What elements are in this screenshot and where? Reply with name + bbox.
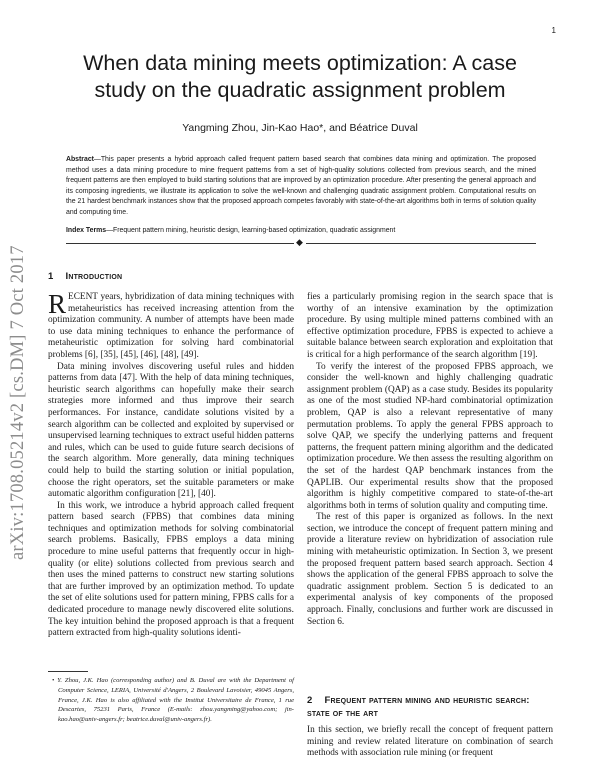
abstract-label: Abstract	[66, 156, 94, 163]
left-column	[48, 289, 294, 640]
index-terms-text: —Frequent pattern mining, heuristic design, learning-based optimization, quadratic assignment	[106, 227, 396, 234]
intro-paragraph-3-continued: fies a particularly promising region in the search space that is worthy of an intensive examination by the optimization procedure. By using multiple mined patterns combined with an effective optimization procedure, FPBS is expected to achieve a suitable balance between search exploration and exploitation that is critical for a high performance of the search algorithm [19].	[307, 292, 553, 360]
header-divider-left	[66, 243, 294, 244]
section-heading-introduction	[48, 271, 122, 282]
section-number: 2	[307, 695, 313, 706]
index-terms	[66, 226, 536, 236]
intro-paragraph-4: To verify the interest of the proposed FPBS approach, we consider the well-known and highly challenging quadratic assignment problem (QAP) as a case study. Besides its popularity as one of the most studied NP-hard combinatorial optimization problem, QAP is also a relevant representative of many permutation problems. To apply the general FPBS approach to solve QAP, we specify the underlying patterns and frequent patterns, the frequent pattern mining algorithm and the dedicated optimization procedure. We then assess the resulting algorithm on the set of the hardest QAP benchmark instances from the QAPLIB. Our experimental results show that the proposed algorithm is highly competitive compared to state-of-the-art algorithms both in terms of solution quality and computing time.	[307, 361, 553, 511]
header-divider-right	[306, 243, 536, 244]
page-number: 1	[551, 26, 556, 35]
section-title: Introduction	[65, 271, 123, 282]
author-affiliation-footnote: • Y. Zhou, J.K. Hao (corresponding author) and B. Duval are with the Department of Computer Science, LERIA, Université d'Angers, 2 Boulevard Lavoisier, 49045 Angers, France, J.K. Hao is also affiliated with the Institut Universitaire de France, 1 rue Descartes, 75231 Paris, France (E-mails: zhou.yangming@yahoo.com; jin-kao.hao@univ-angers.fr; beatrice.duval@univ-angers.fr).	[52, 677, 294, 724]
paper-title: When data mining meets optimization: A case study on the quadratic assignment problem	[83, 51, 517, 102]
divider-diamond-icon: ◆	[296, 238, 303, 248]
paragraph-text: ECENT years, hybridization of data mining techniques with metaheuristics has received increasing attention from the optimization community. A number of attempts have been made to use data mining techniques to enhance the performance of metaheuristic optimization for solving hard combinatorial problems [6], [35], [45], [46], [48], [49].	[48, 292, 294, 360]
index-terms-label: Index Terms	[66, 227, 107, 234]
dropcap-letter: R	[48, 289, 67, 319]
section-title: Frequent pattern mining and heuristic search: state of the art	[307, 695, 530, 719]
right-column	[307, 292, 553, 628]
abstract-text: —This paper presents a hybrid approach called frequent pattern based search that combines data mining and optimization. The proposed method uses a data mining procedure to mine frequent patterns from a set of high-quality solutions collected from previous search, and the mined frequent patterns are then employed to build starting solutions that are improved by an optimization procedure. After presenting the general approach and its composing ingredients, we illustrate its application to solve the well-known and challenging quadratic assignment problem. Computational results on the 21 hardest benchmark instances show that the proposed approach competes favorably with state-of-the-art algorithms both in terms of solution quality and computing time.	[66, 156, 536, 216]
section-heading-state-of-the-art	[307, 694, 553, 720]
author-list: Yangming Zhou, Jin-Kao Hao*, and Béatrice Duval	[182, 122, 418, 134]
section-number: 1	[48, 271, 54, 282]
abstract	[66, 155, 536, 219]
footnote-rule	[48, 671, 88, 672]
intro-paragraph-2: Data mining involves discovering useful rules and hidden patterns from data [47]. With the help of data mining techniques, heuristic search algorithms can hopefully make their search strategies more informed and thus improve their search performances. For instance, candidate solutions visited by a search algorithm can be collected and exploited by supervised or unsupervised learning techniques to extract useful hidden patterns and rules, which can be used to guide future search decisions of the search algorithm. More generally, data mining techniques could help to build the starting solution or initial population, choose the right operators, set the suitable parameters or make automatic algorithm configuration [21], [40].	[48, 361, 294, 500]
arxiv-identifier[interactable]: arXiv:1708.05214v2 [cs.DM] 7 Oct 2017	[8, 245, 28, 560]
section-2-paragraph-1: In this section, we briefly recall the concept of frequent pattern mining and review related literature on combination of search methods with association rule mining (or frequent	[307, 725, 553, 759]
intro-paragraph-5: The rest of this paper is organized as follows. In the next section, we introduce the concept of frequent pattern mining and provide a literature review on hybridization of association rule mining with metaheuristic optimization. In Section 3, we present the proposed frequent pattern based search approach. Section 4 shows the application of the general FPBS approach to solve the quadratic assignment problem. Section 5 is dedicated to an experimental analysis of key components of the proposed approach. Finally, conclusions and further work are discussed in Section 6.	[307, 512, 553, 627]
section-2-column	[307, 725, 553, 760]
intro-paragraph-3: In this work, we introduce a hybrid approach called frequent pattern based search (FPBS) that combines data mining techniques and optimization methods for solving combinatorial search problems. Basically, FPBS employs a data mining procedure to mine useful patterns that frequently occur in high-quality (or elite) solutions collected from previous search and then uses the mined patterns to construct new starting solutions that are further improved by an optimization method. To update the set of elite solutions used for pattern mining, FPBS calls for a dedicated procedure to manage newly discovered elite solutions. The key intuition behind the proposed approach is that a frequent pattern extracted from high-quality solutions identi-	[48, 500, 294, 639]
intro-paragraph-1	[48, 289, 294, 362]
